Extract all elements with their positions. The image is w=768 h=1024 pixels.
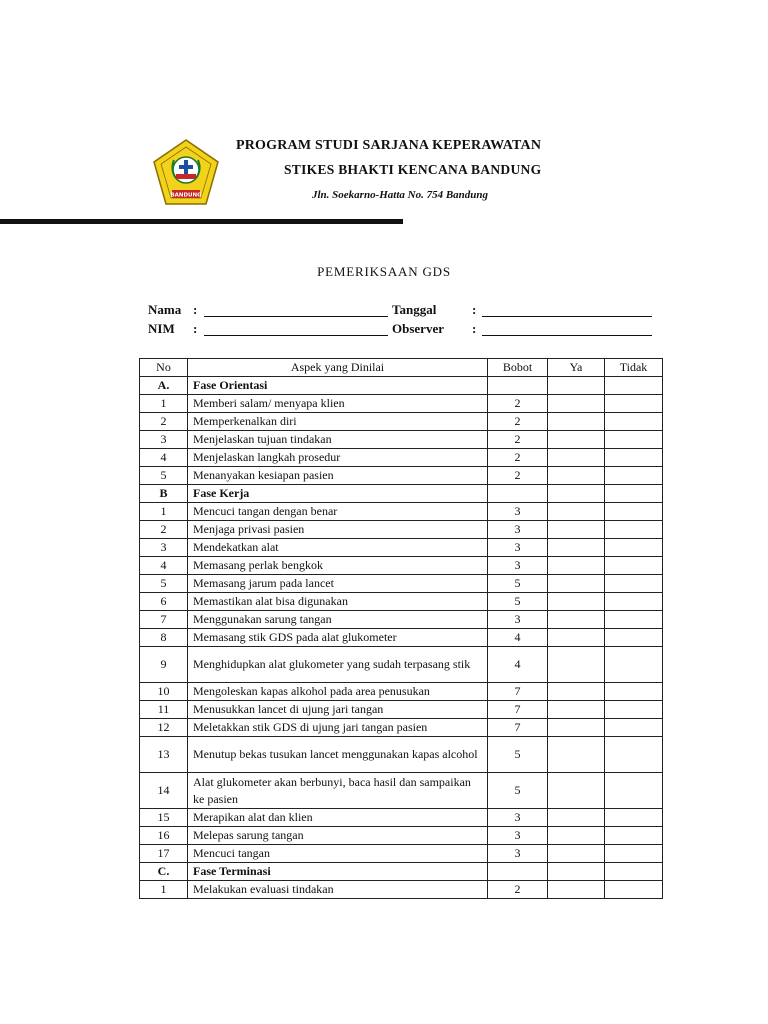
weight-cell: 3 <box>488 845 548 863</box>
row-number: 1 <box>140 395 188 413</box>
ya-checkbox-cell[interactable] <box>548 719 605 737</box>
weight-cell: 2 <box>488 431 548 449</box>
table-row <box>140 683 663 701</box>
ya-checkbox-cell[interactable] <box>548 395 605 413</box>
table-row <box>140 449 663 467</box>
table-row <box>140 593 663 611</box>
weight-cell <box>488 377 548 395</box>
weight-cell <box>488 863 548 881</box>
row-number: 3 <box>140 431 188 449</box>
tidak-checkbox-cell[interactable] <box>605 773 663 809</box>
ya-checkbox-cell[interactable] <box>548 467 605 485</box>
tidak-checkbox-cell[interactable] <box>605 431 663 449</box>
institution-address: Jln. Soekarno-Hatta No. 754 Bandung <box>312 189 489 201</box>
table-row <box>140 539 663 557</box>
header-tidak: Tidak <box>605 359 663 377</box>
program-title: PROGRAM STUDI SARJANA KEPERAWATAN <box>236 138 542 153</box>
weight-cell: 3 <box>488 521 548 539</box>
weight-cell: 4 <box>488 647 548 683</box>
nama-colon: : <box>193 302 198 317</box>
row-number: 5 <box>140 575 188 593</box>
table-row <box>140 467 663 485</box>
header-aspek: Aspek yang Dinilai <box>188 359 488 377</box>
tidak-checkbox-cell[interactable] <box>605 395 663 413</box>
table-row <box>140 521 663 539</box>
ya-checkbox-cell[interactable] <box>548 647 605 683</box>
row-number: 1 <box>140 503 188 521</box>
tidak-checkbox-cell[interactable] <box>605 863 663 881</box>
section-row <box>140 377 663 395</box>
table-row <box>140 701 663 719</box>
table-row <box>140 845 663 863</box>
weight-cell: 3 <box>488 503 548 521</box>
weight-cell: 5 <box>488 593 548 611</box>
aspect-text: Memasang perlak bengkok <box>188 557 488 575</box>
weight-cell: 5 <box>488 737 548 773</box>
ya-checkbox-cell[interactable] <box>548 575 605 593</box>
row-number: 13 <box>140 737 188 773</box>
tidak-checkbox-cell[interactable] <box>605 593 663 611</box>
tidak-checkbox-cell[interactable] <box>605 449 663 467</box>
row-number: 12 <box>140 719 188 737</box>
nim-label: NIM <box>148 321 175 336</box>
aspect-text: Memberi salam/ menyapa klien <box>188 395 488 413</box>
aspect-text: Menjelaskan tujuan tindakan <box>188 431 488 449</box>
table-row <box>140 413 663 431</box>
row-number: 9 <box>140 647 188 683</box>
header-bobot: Bobot <box>488 359 548 377</box>
tidak-checkbox-cell[interactable] <box>605 719 663 737</box>
table-header-row <box>140 359 663 377</box>
aspect-text: Melepas sarung tangan <box>188 827 488 845</box>
weight-cell: 3 <box>488 809 548 827</box>
tanggal-colon: : <box>472 302 477 317</box>
tidak-checkbox-cell[interactable] <box>605 611 663 629</box>
aspect-text: Menjaga privasi pasien <box>188 521 488 539</box>
row-number: 10 <box>140 683 188 701</box>
header-no: No <box>140 359 188 377</box>
ya-checkbox-cell[interactable] <box>548 485 605 503</box>
tidak-checkbox-cell[interactable] <box>605 413 663 431</box>
aspect-text: Menusukkan lancet di ujung jari tangan <box>188 701 488 719</box>
ya-checkbox-cell[interactable] <box>548 521 605 539</box>
weight-cell: 5 <box>488 773 548 809</box>
row-number: 3 <box>140 539 188 557</box>
table-row <box>140 575 663 593</box>
nama-label: Nama <box>148 302 182 317</box>
header-ya: Ya <box>548 359 605 377</box>
weight-cell: 7 <box>488 701 548 719</box>
table-row <box>140 773 663 809</box>
ya-checkbox-cell[interactable] <box>548 845 605 863</box>
weight-cell: 3 <box>488 611 548 629</box>
tidak-checkbox-cell[interactable] <box>605 575 663 593</box>
row-number: 6 <box>140 593 188 611</box>
tidak-checkbox-cell[interactable] <box>605 521 663 539</box>
weight-cell: 2 <box>488 449 548 467</box>
aspect-text: Mendekatkan alat <box>188 539 488 557</box>
row-number: 14 <box>140 773 188 809</box>
row-number: 17 <box>140 845 188 863</box>
aspect-text: Mengoleskan kapas alkohol pada area penusukan <box>188 683 488 701</box>
ya-checkbox-cell[interactable] <box>548 449 605 467</box>
tidak-checkbox-cell[interactable] <box>605 557 663 575</box>
tidak-checkbox-cell[interactable] <box>605 539 663 557</box>
weight-cell: 2 <box>488 413 548 431</box>
table-row <box>140 647 663 683</box>
aspect-text: Mencuci tangan <box>188 845 488 863</box>
aspect-text: Alat glukometer akan berbunyi, baca hasil dan sampaikan ke pasien <box>188 773 488 809</box>
table-row <box>140 809 663 827</box>
row-number: 4 <box>140 557 188 575</box>
weight-cell: 3 <box>488 557 548 575</box>
ya-checkbox-cell[interactable] <box>548 611 605 629</box>
row-number: 2 <box>140 413 188 431</box>
observer-colon: : <box>472 321 477 336</box>
tidak-checkbox-cell[interactable] <box>605 683 663 701</box>
row-number: 4 <box>140 449 188 467</box>
weight-cell: 4 <box>488 629 548 647</box>
table-row <box>140 719 663 737</box>
weight-cell: 7 <box>488 683 548 701</box>
ya-checkbox-cell[interactable] <box>548 539 605 557</box>
aspect-text: Menanyakan kesiapan pasien <box>188 467 488 485</box>
weight-cell: 3 <box>488 827 548 845</box>
logo-banner-text: BANDUNG <box>170 192 202 199</box>
tidak-checkbox-cell[interactable] <box>605 701 663 719</box>
row-number: 11 <box>140 701 188 719</box>
tanggal-field[interactable] <box>482 316 652 317</box>
section-row <box>140 863 663 881</box>
section-title: Fase Orientasi <box>188 377 488 395</box>
tidak-checkbox-cell[interactable] <box>605 647 663 683</box>
section-title: Fase Terminasi <box>188 863 488 881</box>
aspect-text: Memastikan alat bisa digunakan <box>188 593 488 611</box>
ya-checkbox-cell[interactable] <box>548 809 605 827</box>
aspect-text: Menjelaskan langkah prosedur <box>188 449 488 467</box>
ya-checkbox-cell[interactable] <box>548 701 605 719</box>
institution-name: STIKES BHAKTI KENCANA BANDUNG <box>284 162 542 177</box>
ya-checkbox-cell[interactable] <box>548 881 605 899</box>
section-row <box>140 485 663 503</box>
tidak-checkbox-cell[interactable] <box>605 809 663 827</box>
aspect-text: Menggunakan sarung tangan <box>188 611 488 629</box>
table-row <box>140 611 663 629</box>
row-number: 7 <box>140 611 188 629</box>
row-number: 8 <box>140 629 188 647</box>
aspect-text: Melakukan evaluasi tindakan <box>188 881 488 899</box>
tidak-checkbox-cell[interactable] <box>605 629 663 647</box>
table-row <box>140 629 663 647</box>
tidak-checkbox-cell[interactable] <box>605 467 663 485</box>
weight-cell: 2 <box>488 395 548 413</box>
aspect-text: Menutup bekas tusukan lancet menggunakan kapas alcohol <box>188 737 488 773</box>
ya-checkbox-cell[interactable] <box>548 431 605 449</box>
assessment-table <box>139 358 663 899</box>
weight-cell: 5 <box>488 575 548 593</box>
ya-checkbox-cell[interactable] <box>548 737 605 773</box>
table-row <box>140 827 663 845</box>
nim-colon: : <box>193 321 198 336</box>
weight-cell <box>488 485 548 503</box>
observer-field[interactable] <box>482 335 652 336</box>
tidak-checkbox-cell[interactable] <box>605 485 663 503</box>
aspect-text: Menghidupkan alat glukometer yang sudah terpasang stik <box>188 647 488 683</box>
ya-checkbox-cell[interactable] <box>548 773 605 809</box>
table-row <box>140 395 663 413</box>
aspect-text: Mencuci tangan dengan benar <box>188 503 488 521</box>
row-number: B <box>140 485 188 503</box>
row-number: 1 <box>140 881 188 899</box>
row-number: A. <box>140 377 188 395</box>
tidak-checkbox-cell[interactable] <box>605 827 663 845</box>
row-number: 16 <box>140 827 188 845</box>
nim-field[interactable] <box>204 335 388 336</box>
ya-checkbox-cell[interactable] <box>548 413 605 431</box>
ya-checkbox-cell[interactable] <box>548 629 605 647</box>
document-title: PEMERIKSAAN GDS <box>317 264 451 279</box>
weight-cell: 7 <box>488 719 548 737</box>
aspect-text: Memasang jarum pada lancet <box>188 575 488 593</box>
weight-cell: 2 <box>488 881 548 899</box>
ya-checkbox-cell[interactable] <box>548 503 605 521</box>
table-row <box>140 737 663 773</box>
aspect-text: Merapikan alat dan klien <box>188 809 488 827</box>
ya-checkbox-cell[interactable] <box>548 557 605 575</box>
table-row <box>140 503 663 521</box>
tidak-checkbox-cell[interactable] <box>605 737 663 773</box>
observer-label: Observer <box>392 321 444 336</box>
table-row <box>140 431 663 449</box>
row-number: 15 <box>140 809 188 827</box>
row-number: 5 <box>140 467 188 485</box>
ya-checkbox-cell[interactable] <box>548 683 605 701</box>
aspect-text: Memasang stik GDS pada alat glukometer <box>188 629 488 647</box>
tidak-checkbox-cell[interactable] <box>605 377 663 395</box>
tidak-checkbox-cell[interactable] <box>605 503 663 521</box>
institution-logo <box>150 138 222 210</box>
row-number: 2 <box>140 521 188 539</box>
section-title: Fase Kerja <box>188 485 488 503</box>
nama-field[interactable] <box>204 316 388 317</box>
tidak-checkbox-cell[interactable] <box>605 845 663 863</box>
ya-checkbox-cell[interactable] <box>548 377 605 395</box>
ya-checkbox-cell[interactable] <box>548 863 605 881</box>
ya-checkbox-cell[interactable] <box>548 593 605 611</box>
table-row <box>140 557 663 575</box>
row-number: C. <box>140 863 188 881</box>
header-divider <box>0 219 403 224</box>
weight-cell: 2 <box>488 467 548 485</box>
aspect-text: Memperkenalkan diri <box>188 413 488 431</box>
aspect-text: Meletakkan stik GDS di ujung jari tangan pasien <box>188 719 488 737</box>
tanggal-label: Tanggal <box>392 302 437 317</box>
table-body <box>140 377 663 899</box>
ya-checkbox-cell[interactable] <box>548 827 605 845</box>
tidak-checkbox-cell[interactable] <box>605 881 663 899</box>
weight-cell: 3 <box>488 539 548 557</box>
table-row <box>140 881 663 899</box>
